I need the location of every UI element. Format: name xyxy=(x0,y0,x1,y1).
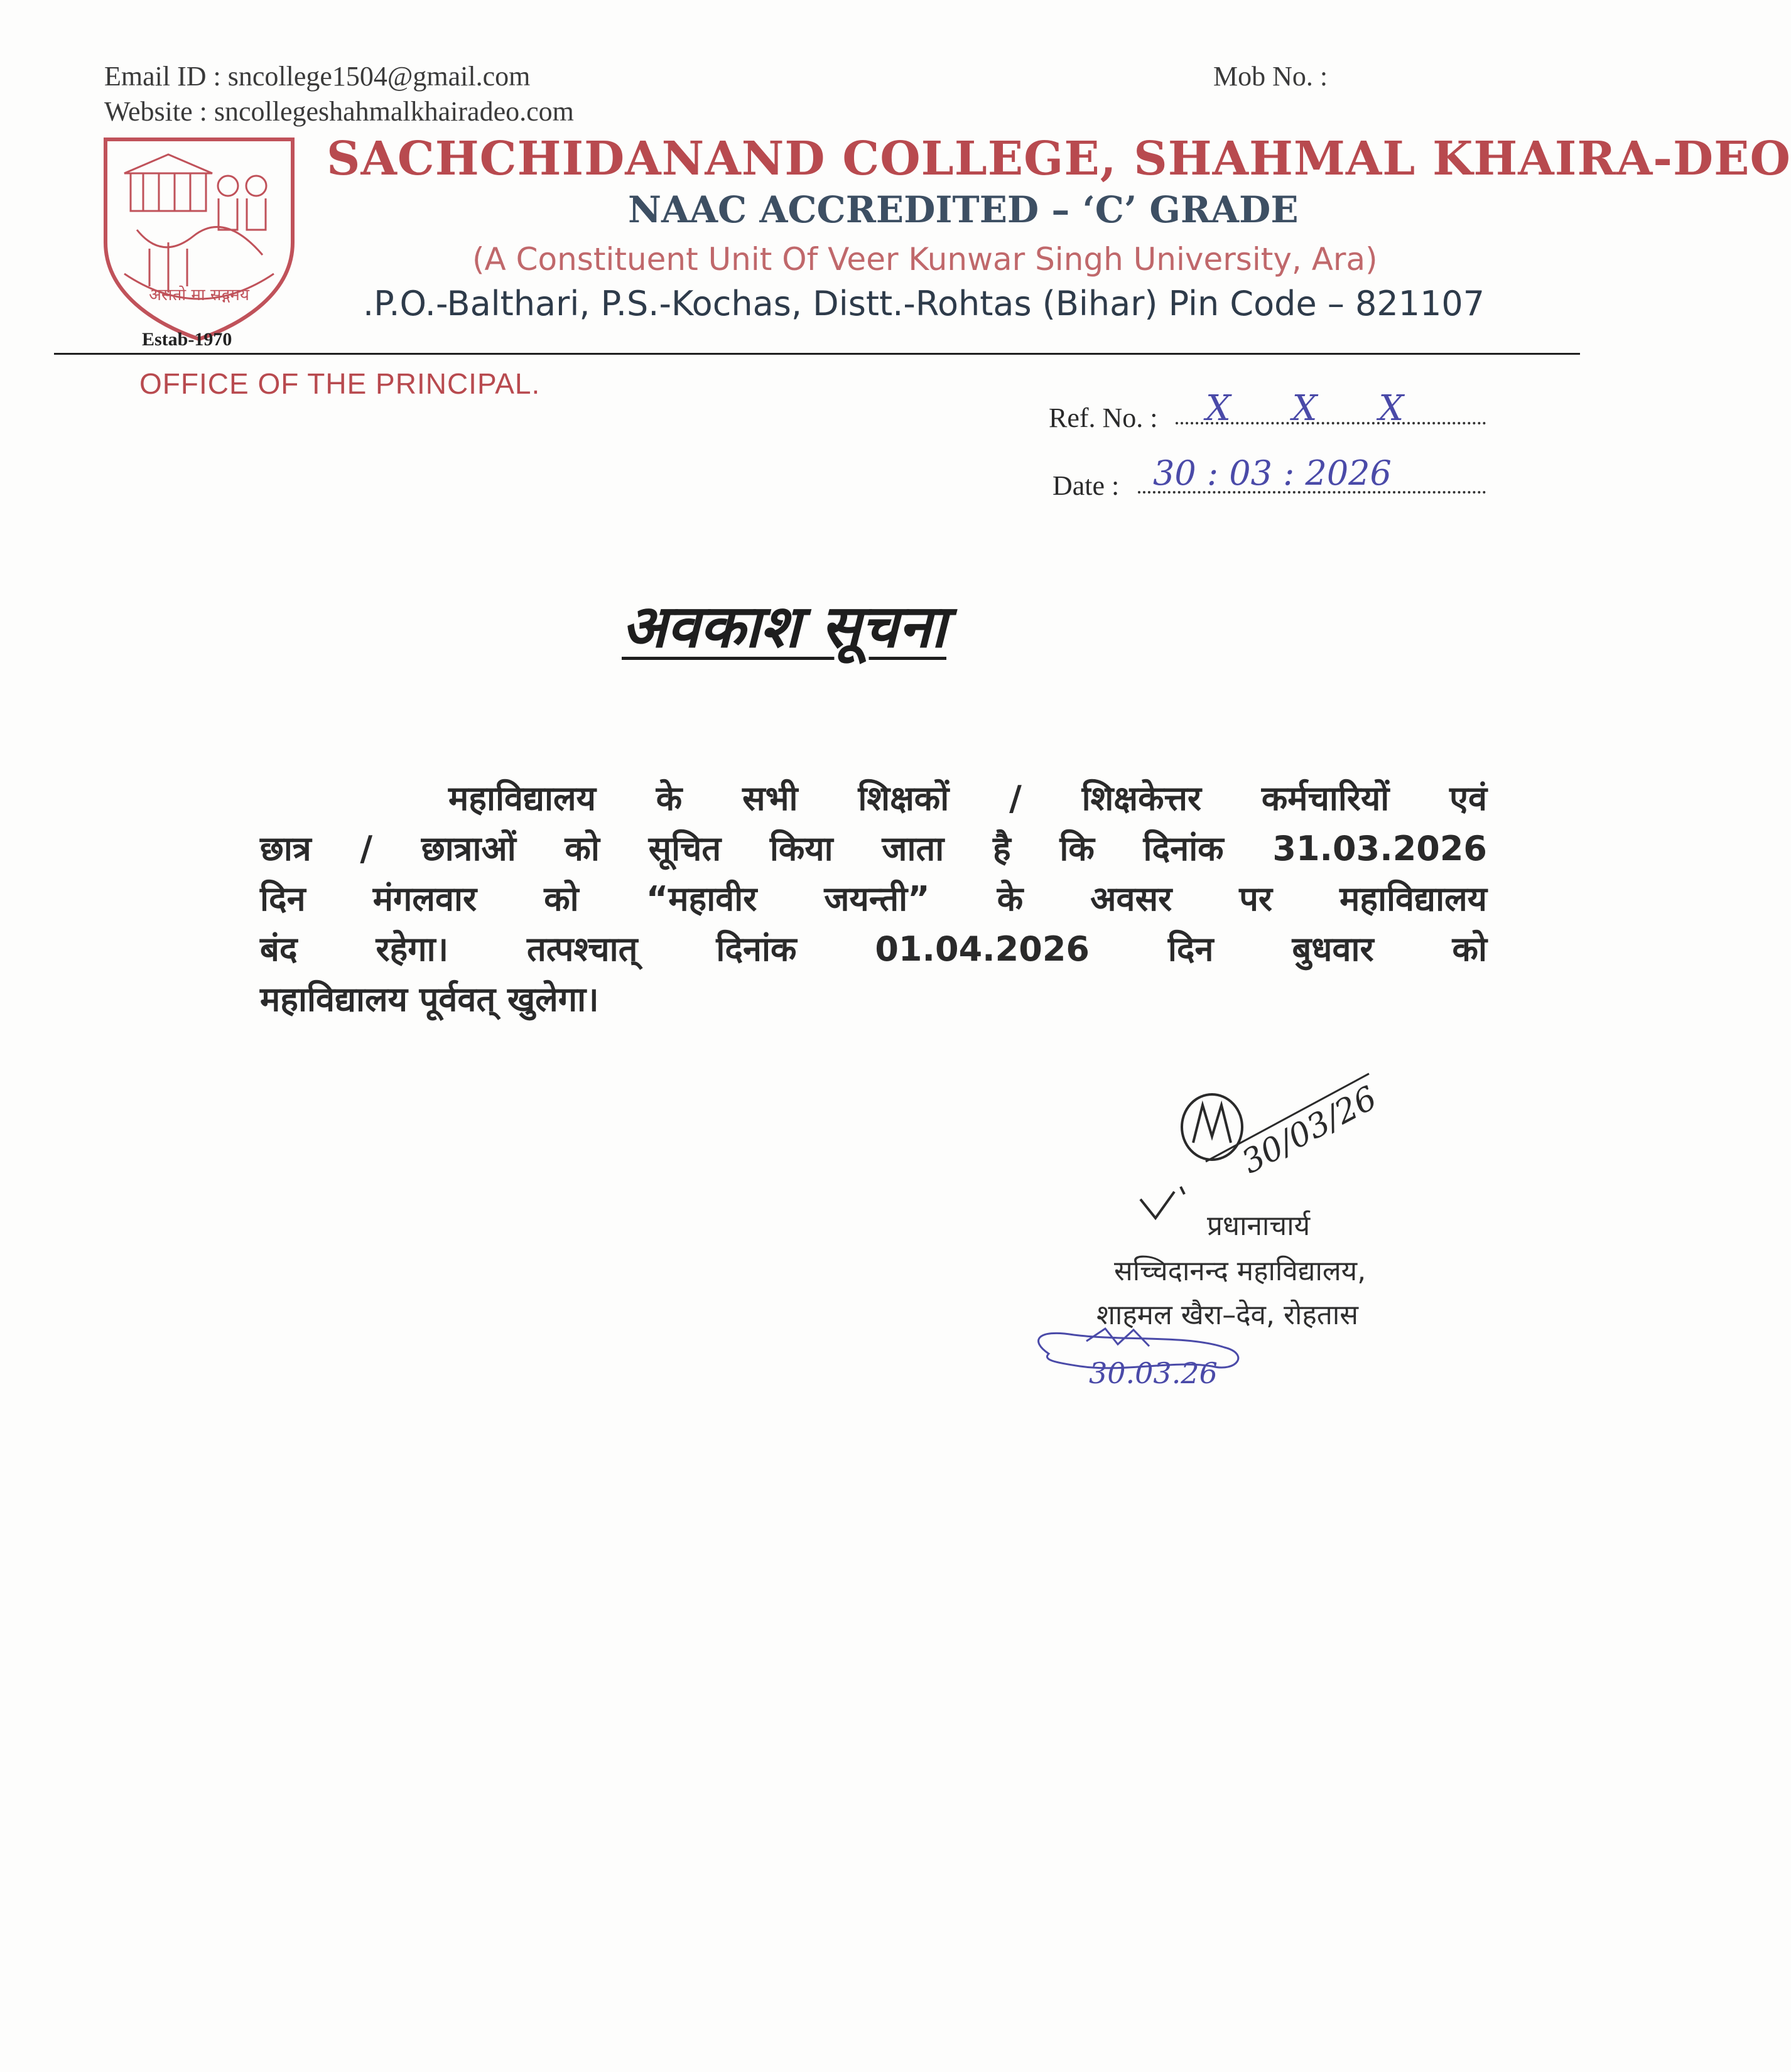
college-logo xyxy=(99,136,299,343)
established-year: Estab-1970 xyxy=(142,329,232,350)
institution-location: शाहमल खैरा–देव, रोहतास xyxy=(1096,1299,1358,1331)
ref-value: X X X xyxy=(1206,388,1429,429)
header-divider xyxy=(54,353,1580,355)
email-line: Email ID : sncollege1504@gmail.com xyxy=(104,61,531,92)
tick-mark xyxy=(1137,1180,1206,1224)
date-label: Date : xyxy=(1052,470,1120,501)
logo-motto: असतो मा सद्गमय xyxy=(149,286,249,305)
office-label: OFFICE OF THE PRINCIPAL. xyxy=(139,367,541,400)
mobile-line: Mob No. : xyxy=(1213,61,1328,92)
notice-line: बंद रहेगा। तत्पश्चात् दिनांक 01.04.2026 दिन बुधवार को xyxy=(260,929,1487,969)
countersign-date: 30.03.26 xyxy=(1089,1356,1218,1390)
notice-body xyxy=(260,774,1487,1025)
notice-line: दिन मंगलवार को “महावीर जयन्ती” के अवसर पर महाविद्यालय xyxy=(260,879,1487,919)
signature-date: 30/03/26 xyxy=(1235,1079,1383,1182)
college-name: SACHCHIDANAND COLLEGE, SHAHMAL KHAIRA-DEO xyxy=(327,132,1791,186)
accreditation: NAAC ACCREDITED – ‘C’ GRADE xyxy=(628,188,1299,231)
postal-address: .P.O.-Balthari, P.S.-Kochas, Distt.-Rohtas (Bihar) Pin Code – 821107 xyxy=(363,284,1485,323)
affiliation: (A Constituent Unit Of Veer Kunwar Singh University, Ara) xyxy=(472,241,1378,278)
date-value: 30 : 03 : 2026 xyxy=(1153,453,1392,493)
institution-name: सच्चिदानन्द महाविद्यालय, xyxy=(1114,1255,1366,1287)
notice-title: अवकाश सूचना xyxy=(622,593,947,661)
ref-label: Ref. No. : xyxy=(1049,402,1158,433)
notice-line: महाविद्यालय पूर्ववत् खुलेगा। xyxy=(260,979,599,1019)
principal-signature xyxy=(1168,1067,1382,1187)
designation: प्रधानाचार्य xyxy=(1207,1210,1311,1242)
website-line: Website : sncollegeshahmalkhairadeo.com xyxy=(104,96,574,127)
notice-line: छात्र / छात्राओं को सूचित किया जाता है कि दिनांक 31.03.2026 xyxy=(260,829,1487,868)
notice-line: महाविद्यालय के सभी शिक्षकों / शिक्षकेत्तर कर्मचारियों एवं xyxy=(448,779,1487,818)
